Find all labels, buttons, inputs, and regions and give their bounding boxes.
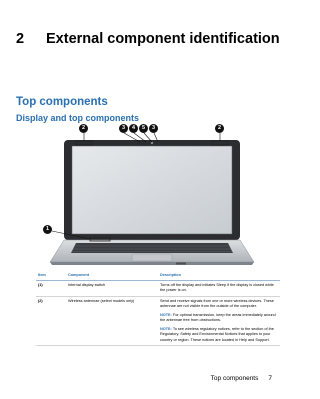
row-component: Wireless antennae (select models only)	[66, 296, 158, 346]
laptop-illustration	[36, 122, 276, 274]
header-description: Description	[158, 271, 280, 280]
header-component: Component	[66, 271, 158, 280]
section-title: Top components	[16, 96, 108, 108]
chapter-title	[16, 31, 280, 47]
row-component: Internal display switch	[66, 280, 158, 296]
note-text: For optimal transmission, keep the areas immediately around the antennae free from obstructions.	[160, 312, 276, 322]
footer-section: Top components	[210, 375, 259, 382]
table-row	[36, 296, 280, 346]
page-footer	[211, 375, 272, 382]
callout-2-right: 2	[215, 124, 224, 133]
note-label: NOTE:	[160, 312, 172, 317]
callout-4: 4	[129, 124, 138, 133]
note-text: To see wireless regulatory notices, refer to the section of the Regulatory, Safety and Environmental Notices that applies to your country or region. These notices are located in Help and Support.	[160, 326, 274, 342]
chapter-number: 2	[16, 31, 25, 47]
components-table	[36, 271, 280, 346]
note	[160, 327, 278, 344]
row-description: Send and receive signals from one or more wireless devices. These antennae are not visible from the outside of the computer.	[160, 298, 274, 308]
callout-2-left: 2	[79, 124, 88, 133]
laptop-figure	[36, 122, 276, 274]
callout-5: 5	[139, 124, 148, 133]
callout-1: 1	[43, 225, 52, 234]
row-item: (2)	[36, 296, 66, 346]
row-description-cell	[158, 296, 280, 346]
header-item: Item	[36, 271, 66, 280]
row-item: (1)	[36, 280, 66, 296]
row-description: Turns off the display and initiates Sleep if the display is closed while the power is on.	[158, 280, 280, 296]
table-row	[36, 280, 280, 296]
chapter-title-text: External component identification	[46, 31, 280, 47]
note	[160, 313, 278, 324]
note-label: NOTE:	[160, 326, 172, 331]
callout-3-left: 3	[119, 124, 128, 133]
callout-3-right: 3	[149, 124, 158, 133]
page-number: 7	[268, 375, 272, 382]
subsection-title: Display and top components	[16, 113, 140, 123]
table-header-row	[36, 271, 280, 280]
